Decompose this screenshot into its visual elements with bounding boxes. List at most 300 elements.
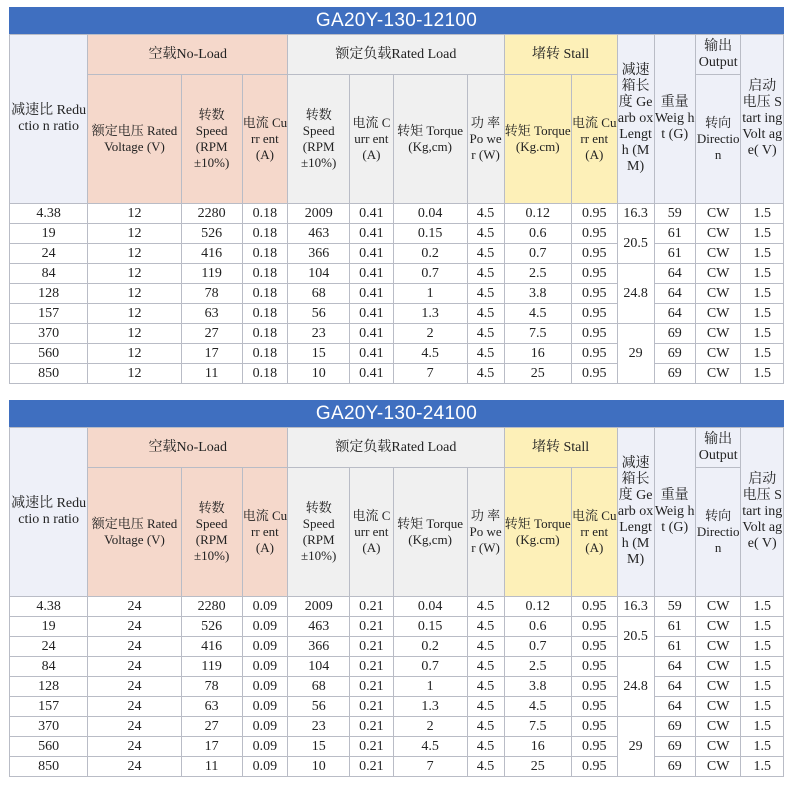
table-cell: 4.38	[10, 204, 88, 224]
table-cell: 0.41	[350, 244, 393, 264]
table-cell: 1.5	[741, 364, 784, 384]
table-cell: 25	[504, 757, 571, 777]
table-cell: 78	[181, 677, 242, 697]
table-cell: 1.5	[741, 597, 784, 617]
header-cell: 转数 Speed (RPM ±10%)	[288, 75, 350, 204]
table-cell: 1.5	[741, 717, 784, 737]
table-cell: CW	[695, 224, 741, 244]
header-cell: 功 率 Po wer (W)	[467, 468, 504, 597]
table-cell: 2009	[288, 204, 350, 224]
table-cell: CW	[695, 717, 741, 737]
table-cell: 12	[88, 264, 181, 284]
table-cell: 61	[654, 617, 695, 637]
gearbox-length-cell: 20.5	[617, 224, 654, 264]
table-cell: 1.3	[393, 304, 467, 324]
table-cell: 24	[88, 637, 181, 657]
table-cell: 1.5	[741, 344, 784, 364]
table-cell: 24	[88, 737, 181, 757]
header-cell: 电流 Curr ent (A)	[571, 75, 617, 204]
table-cell: 69	[654, 717, 695, 737]
header-cell: 启动 电压 Start ing Volt age( V)	[741, 35, 784, 204]
table-cell: 0.41	[350, 344, 393, 364]
table-cell: 0.7	[393, 264, 467, 284]
gearbox-length-cell: 29	[617, 717, 654, 777]
table-cell: CW	[695, 597, 741, 617]
table-cell: 12	[88, 204, 181, 224]
header-cell: 转矩 Torque (Kg.cm)	[504, 468, 571, 597]
table-cell: 0.95	[571, 617, 617, 637]
table-cell: 0.21	[350, 677, 393, 697]
table-cell: 4.5	[467, 344, 504, 364]
table-cell: 69	[654, 757, 695, 777]
table-cell: 1.5	[741, 224, 784, 244]
table-cell: 526	[181, 617, 242, 637]
header-cell: 堵转 Stall	[504, 35, 617, 75]
table-row	[10, 324, 784, 344]
header-cell: 减速比 Reductio n ratio	[10, 428, 88, 597]
table-cell: 560	[10, 737, 88, 757]
table-cell: 0.15	[393, 617, 467, 637]
table-cell: 0.41	[350, 264, 393, 284]
table-cell: 7	[393, 757, 467, 777]
table-cell: 1	[393, 284, 467, 304]
table-cell: 0.04	[393, 204, 467, 224]
table-cell: 56	[288, 697, 350, 717]
table-cell: 0.95	[571, 244, 617, 264]
table-cell: 4.5	[467, 304, 504, 324]
table-cell: 1.5	[741, 324, 784, 344]
gearbox-length-cell: 29	[617, 324, 654, 384]
table-cell: 4.5	[504, 697, 571, 717]
table-cell: 27	[181, 717, 242, 737]
table-row	[10, 204, 784, 224]
table-cell: 0.95	[571, 597, 617, 617]
table-cell: 0.95	[571, 344, 617, 364]
table-cell: CW	[695, 364, 741, 384]
table-cell: 12	[88, 304, 181, 324]
table-row	[10, 244, 784, 264]
header-cell: 空载No-Load	[88, 428, 288, 468]
table-cell: 370	[10, 717, 88, 737]
table-cell: 0.09	[242, 617, 288, 637]
table-cell: 0.95	[571, 304, 617, 324]
header-cell: 额定负载Rated Load	[288, 35, 504, 75]
table-cell: 0.18	[242, 344, 288, 364]
table-cell: 416	[181, 637, 242, 657]
table-cell: 2.5	[504, 264, 571, 284]
table-cell: 84	[10, 264, 88, 284]
table-cell: 850	[10, 364, 88, 384]
table-cell: 11	[181, 757, 242, 777]
header-cell: 转矩 Torque (Kg.cm)	[504, 75, 571, 204]
table-cell: 7.5	[504, 324, 571, 344]
table-cell: 24	[88, 677, 181, 697]
table-cell: 16	[504, 344, 571, 364]
table-row	[10, 224, 784, 244]
table-cell: 68	[288, 284, 350, 304]
table-cell: 0.18	[242, 324, 288, 344]
table-cell: 1.3	[393, 697, 467, 717]
table-cell: 128	[10, 284, 88, 304]
table-cell: 15	[288, 737, 350, 757]
header-cell: 电流 Curr ent (A)	[350, 468, 393, 597]
table-cell: 0.21	[350, 757, 393, 777]
table-cell: 2280	[181, 597, 242, 617]
table-cell: CW	[695, 204, 741, 224]
table-cell: 23	[288, 324, 350, 344]
header-cell: 启动 电压 Start ing Volt age( V)	[741, 428, 784, 597]
table-cell: 0.09	[242, 697, 288, 717]
table-cell: 7.5	[504, 717, 571, 737]
table-cell: 0.95	[571, 757, 617, 777]
table-cell: 370	[10, 324, 88, 344]
header-cell: 电流 Curr ent (A)	[242, 468, 288, 597]
header-cell: 堵转 Stall	[504, 428, 617, 468]
header-cell: 额定负载Rated Load	[288, 428, 504, 468]
table-cell: 24	[10, 244, 88, 264]
table-cell: 0.21	[350, 637, 393, 657]
header-cell: 转数 Speed (RPM ±10%)	[181, 75, 242, 204]
table-cell: 463	[288, 617, 350, 637]
table-cell: CW	[695, 677, 741, 697]
table-cell: 104	[288, 657, 350, 677]
table-cell: 157	[10, 304, 88, 324]
table-cell: 0.95	[571, 364, 617, 384]
table-cell: 64	[654, 657, 695, 677]
table-cell: 0.09	[242, 757, 288, 777]
table-cell: 27	[181, 324, 242, 344]
table-cell: 0.21	[350, 717, 393, 737]
header-cell: 重量 Weig ht (G)	[654, 428, 695, 597]
table-cell: 0.09	[242, 737, 288, 757]
table-cell: 4.5	[467, 264, 504, 284]
table-row	[10, 344, 784, 364]
table-cell: 0.04	[393, 597, 467, 617]
table-cell: 12	[88, 284, 181, 304]
table-title: GA20Y-130-12100	[9, 7, 784, 34]
table-cell: 69	[654, 324, 695, 344]
table-cell: 19	[10, 224, 88, 244]
table-cell: 56	[288, 304, 350, 324]
table-cell: 69	[654, 737, 695, 757]
table-cell: 78	[181, 284, 242, 304]
table-cell: 4.5	[467, 717, 504, 737]
table-cell: 64	[654, 677, 695, 697]
table-cell: 4.5	[467, 224, 504, 244]
table-cell: 0.2	[393, 244, 467, 264]
spec-table-block-24v	[9, 400, 784, 777]
table-cell: 0.21	[350, 697, 393, 717]
table-cell: 1.5	[741, 737, 784, 757]
table-cell: 12	[88, 364, 181, 384]
table-cell: 0.18	[242, 244, 288, 264]
header-cell: 转矩 Torque (Kg,cm)	[393, 75, 467, 204]
gearbox-length-cell: 16.3	[617, 204, 654, 224]
table-cell: 4.5	[467, 697, 504, 717]
table-cell: 4.5	[467, 677, 504, 697]
header-cell: 额定电压 Rated Voltage (V)	[88, 75, 181, 204]
header-cell: 减速 箱长 度 Gearb ox Lengt h (MM)	[617, 35, 654, 204]
table-cell: 15	[288, 344, 350, 364]
table-cell: 16	[504, 737, 571, 757]
table-cell: CW	[695, 757, 741, 777]
table-cell: 0.95	[571, 204, 617, 224]
table-row	[10, 284, 784, 304]
table-cell: 4.5	[393, 344, 467, 364]
header-cell: 转数 Speed (RPM ±10%)	[181, 468, 242, 597]
table-cell: 25	[504, 364, 571, 384]
table-cell: 2.5	[504, 657, 571, 677]
header-cell: 输出 Output	[695, 35, 741, 75]
header-cell: 额定电压 Rated Voltage (V)	[88, 468, 181, 597]
table-cell: 7	[393, 364, 467, 384]
table-cell: 2	[393, 324, 467, 344]
spec-table-block-12v	[9, 7, 784, 384]
table-cell: CW	[695, 617, 741, 637]
table-cell: 526	[181, 224, 242, 244]
table-row	[10, 657, 784, 677]
table-cell: 1.5	[741, 677, 784, 697]
header-cell: 电流 Curr ent (A)	[242, 75, 288, 204]
table-cell: 19	[10, 617, 88, 637]
table-cell: 4.5	[467, 757, 504, 777]
table-cell: 0.95	[571, 637, 617, 657]
table-cell: 2280	[181, 204, 242, 224]
header-cell: 转数 Speed (RPM ±10%)	[288, 468, 350, 597]
table-cell: 4.5	[467, 324, 504, 344]
table-cell: 0.21	[350, 737, 393, 757]
table-cell: 10	[288, 757, 350, 777]
table-cell: CW	[695, 657, 741, 677]
table-cell: 366	[288, 637, 350, 657]
table-cell: 12	[88, 344, 181, 364]
table-cell: 0.7	[504, 244, 571, 264]
table-cell: CW	[695, 637, 741, 657]
table-cell: 63	[181, 304, 242, 324]
table-cell: 2	[393, 717, 467, 737]
table-cell: 4.5	[467, 364, 504, 384]
table-cell: 0.21	[350, 617, 393, 637]
table-cell: 119	[181, 264, 242, 284]
table-cell: 61	[654, 244, 695, 264]
table-cell: 0.6	[504, 617, 571, 637]
table-cell: 4.5	[504, 304, 571, 324]
table-cell: 0.15	[393, 224, 467, 244]
table-row	[10, 677, 784, 697]
table-cell: 366	[288, 244, 350, 264]
table-cell: 12	[88, 244, 181, 264]
table-cell: 0.18	[242, 304, 288, 324]
table-cell: 1	[393, 677, 467, 697]
table-cell: 59	[654, 597, 695, 617]
table-cell: 17	[181, 344, 242, 364]
table-cell: 157	[10, 697, 88, 717]
table-cell: 0.95	[571, 677, 617, 697]
table-cell: CW	[695, 244, 741, 264]
table-cell: 61	[654, 224, 695, 244]
header-cell: 空载No-Load	[88, 35, 288, 75]
table-cell: 4.5	[467, 244, 504, 264]
table-cell: 4.5	[467, 737, 504, 757]
header-cell: 输出 Output	[695, 428, 741, 468]
table-cell: 0.7	[393, 657, 467, 677]
table-cell: 63	[181, 697, 242, 717]
table-cell: CW	[695, 697, 741, 717]
table-cell: 0.18	[242, 284, 288, 304]
table-cell: 1.5	[741, 697, 784, 717]
table-cell: 84	[10, 657, 88, 677]
table-cell: 12	[88, 324, 181, 344]
table-cell: 0.41	[350, 304, 393, 324]
table-cell: 4.5	[467, 657, 504, 677]
table-cell: 64	[654, 304, 695, 324]
table-cell: 12	[88, 224, 181, 244]
table-cell: 1.5	[741, 657, 784, 677]
table-cell: 0.21	[350, 657, 393, 677]
table-cell: 463	[288, 224, 350, 244]
header-cell: 减速比 Reductio n ratio	[10, 35, 88, 204]
header-cell: 转向 Directio n	[695, 468, 741, 597]
table-row	[10, 757, 784, 777]
table-cell: 0.95	[571, 264, 617, 284]
table-cell: 0.09	[242, 677, 288, 697]
table-cell: 17	[181, 737, 242, 757]
table-cell: 0.18	[242, 204, 288, 224]
table-cell: 0.09	[242, 657, 288, 677]
gearbox-length-cell: 24.8	[617, 657, 654, 717]
table-cell: 24	[88, 657, 181, 677]
table-cell: 0.95	[571, 324, 617, 344]
spec-table	[9, 34, 784, 384]
table-row	[10, 717, 784, 737]
table-cell: 24	[88, 597, 181, 617]
table-cell: 0.12	[504, 597, 571, 617]
table-cell: 24	[88, 617, 181, 637]
table-cell: 0.95	[571, 657, 617, 677]
table-title: GA20Y-130-24100	[9, 400, 784, 427]
table-cell: 4.5	[467, 284, 504, 304]
table-row	[10, 737, 784, 757]
table-cell: 0.18	[242, 224, 288, 244]
table-cell: 0.95	[571, 284, 617, 304]
table-cell: 4.5	[467, 204, 504, 224]
table-cell: 3.8	[504, 677, 571, 697]
table-cell: 4.5	[467, 637, 504, 657]
table-cell: 69	[654, 364, 695, 384]
table-cell: 0.95	[571, 737, 617, 757]
header-cell: 转矩 Torque (Kg,cm)	[393, 468, 467, 597]
table-cell: CW	[695, 344, 741, 364]
table-cell: 0.18	[242, 364, 288, 384]
spec-table	[9, 427, 784, 777]
table-row	[10, 617, 784, 637]
table-cell: 1.5	[741, 264, 784, 284]
table-cell: 0.95	[571, 697, 617, 717]
table-cell: 0.95	[571, 717, 617, 737]
table-cell: 0.41	[350, 324, 393, 344]
gearbox-length-cell: 24.8	[617, 264, 654, 324]
table-cell: 0.41	[350, 284, 393, 304]
table-cell: CW	[695, 324, 741, 344]
table-cell: 128	[10, 677, 88, 697]
table-cell: 24	[88, 697, 181, 717]
table-cell: 119	[181, 657, 242, 677]
table-cell: 0.09	[242, 717, 288, 737]
gearbox-length-cell: 20.5	[617, 617, 654, 657]
table-cell: 3.8	[504, 284, 571, 304]
table-cell: 0.7	[504, 637, 571, 657]
table-cell: 24	[88, 717, 181, 737]
table-cell: 4.5	[393, 737, 467, 757]
table-cell: CW	[695, 304, 741, 324]
table-cell: CW	[695, 264, 741, 284]
table-row	[10, 264, 784, 284]
table-cell: 0.95	[571, 224, 617, 244]
table-cell: CW	[695, 737, 741, 757]
table-cell: 1.5	[741, 204, 784, 224]
header-cell: 电流 Curr ent (A)	[571, 468, 617, 597]
table-cell: 23	[288, 717, 350, 737]
table-row	[10, 697, 784, 717]
table-row	[10, 364, 784, 384]
header-cell: 功 率 Po wer (W)	[467, 75, 504, 204]
table-cell: CW	[695, 284, 741, 304]
table-cell: 416	[181, 244, 242, 264]
table-row	[10, 637, 784, 657]
table-row	[10, 304, 784, 324]
table-cell: 1.5	[741, 244, 784, 264]
table-cell: 59	[654, 204, 695, 224]
header-cell: 转向 Directio n	[695, 75, 741, 204]
table-cell: 0.09	[242, 637, 288, 657]
table-cell: 1.5	[741, 304, 784, 324]
table-cell: 24	[88, 757, 181, 777]
table-cell: 4.38	[10, 597, 88, 617]
table-cell: 2009	[288, 597, 350, 617]
table-cell: 1.5	[741, 757, 784, 777]
table-cell: 0.2	[393, 637, 467, 657]
table-cell: 64	[654, 697, 695, 717]
table-cell: 4.5	[467, 617, 504, 637]
table-cell: 0.41	[350, 224, 393, 244]
table-cell: 0.09	[242, 597, 288, 617]
table-row	[10, 597, 784, 617]
header-cell: 电流 Curr ent (A)	[350, 75, 393, 204]
header-cell: 重量 Weig ht (G)	[654, 35, 695, 204]
table-cell: 61	[654, 637, 695, 657]
table-cell: 69	[654, 344, 695, 364]
table-cell: 11	[181, 364, 242, 384]
table-cell: 1.5	[741, 284, 784, 304]
table-cell: 0.21	[350, 597, 393, 617]
table-cell: 4.5	[467, 597, 504, 617]
table-cell: 1.5	[741, 637, 784, 657]
table-cell: 0.6	[504, 224, 571, 244]
table-cell: 0.12	[504, 204, 571, 224]
table-cell: 560	[10, 344, 88, 364]
table-cell: 24	[10, 637, 88, 657]
header-cell: 减速 箱长 度 Gearb ox Lengt h (MM)	[617, 428, 654, 597]
table-cell: 0.18	[242, 264, 288, 284]
table-cell: 1.5	[741, 617, 784, 637]
table-cell: 850	[10, 757, 88, 777]
gearbox-length-cell: 16.3	[617, 597, 654, 617]
table-cell: 64	[654, 264, 695, 284]
table-cell: 0.41	[350, 364, 393, 384]
table-cell: 10	[288, 364, 350, 384]
table-cell: 64	[654, 284, 695, 304]
table-cell: 104	[288, 264, 350, 284]
